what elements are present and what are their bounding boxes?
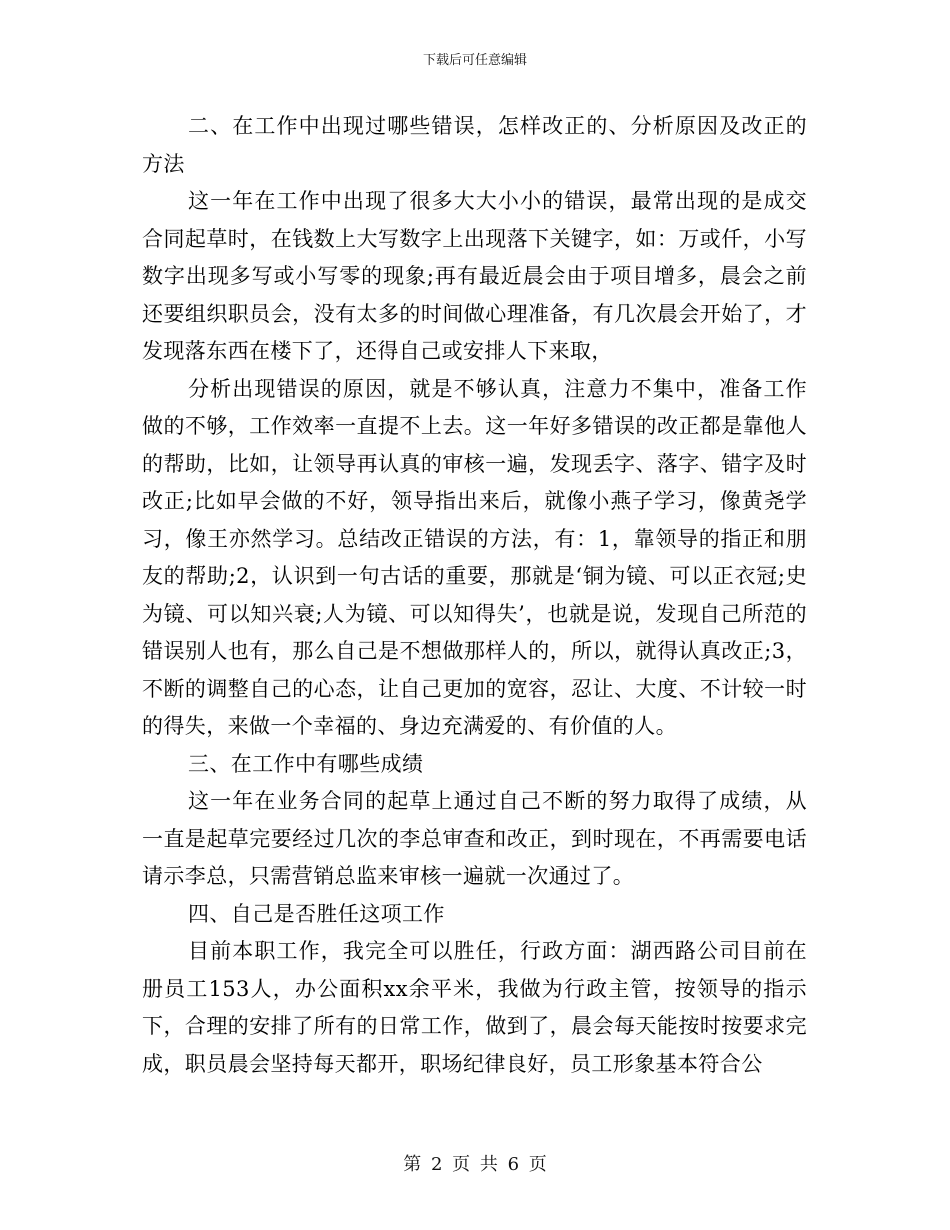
paragraph-errors-description: 这一年在工作中出现了很多大大小小的错误，最常出现的是成交合同起草时，在钱数上大写数字上出现落下关键字，如：万或仟，小写数字出现多写或小写零的现象;再有最近晨会由于项目增多，晨会之前还要组织职员会，没有太多的时间做心理准备，有几次晨会开始了，才发现落东西在楼下了，还得自己或安排人下来取， bbox=[142, 189, 807, 363]
document-body bbox=[142, 108, 807, 1083]
section-heading-errors: 二、在工作中出现过哪些错误，怎样改正的、分析原因及改正的方法 bbox=[142, 114, 807, 176]
section-heading-achievements: 三、在工作中有哪些成绩 bbox=[188, 751, 424, 776]
paragraph-achievements: 这一年在业务合同的起草上通过自己不断的努力取得了成绩，从一直是起草完要经过几次的李总审查和改正，到时现在，不再需要电话请示李总，只需营销总监来审核一遍就一次通过了。 bbox=[142, 789, 807, 888]
page-header: 下载后可任意编辑 bbox=[422, 53, 527, 68]
paragraph-competence: 目前本职工作，我完全可以胜任，行政方面：湖西路公司目前在册员工153人，办公面积xx余平米，我做为行政主管，按领导的指示下，合理的安排了所有的日常工作，做到了，晨会每天能按时按要求完成，职员晨会坚持每天都开，职场纪律良好，员工形象基本符合公 bbox=[142, 939, 807, 1076]
section-heading-competence: 四、自己是否胜任这项工作 bbox=[188, 901, 445, 926]
paragraph-errors-analysis: 分析出现错误的原因，就是不够认真，注意力不集中，准备工作做的不够，工作效率一直提不上去。这一年好多错误的改正都是靠他人的帮助，比如，让领导再认真的审核一遍，发现丢字、落字、错字及时改正;比如早会做的不好，领导指出来后，就像小燕子学习，像黄尧学习，像王亦然学习。总结改正错误的方法，有：1，靠领导的指正和朋友的帮助;2，认识到一句古话的重要，那就是‘铜为镜、可以正衣冠;史为镜、可以知兴衰;人为镜、可以知得失’，也就是说，发现自己所范的错误别人也有，那么自己是不想做那样人的，所以，就得认真改正;3，不断的调整自己的心态，让自己更加的宽容，忍让、大度、不计较一时的得失，来做一个幸福的、身边充满爱的、有价值的人。 bbox=[142, 376, 807, 738]
page-number: 第 2 页 共 6 页 bbox=[403, 1154, 547, 1175]
